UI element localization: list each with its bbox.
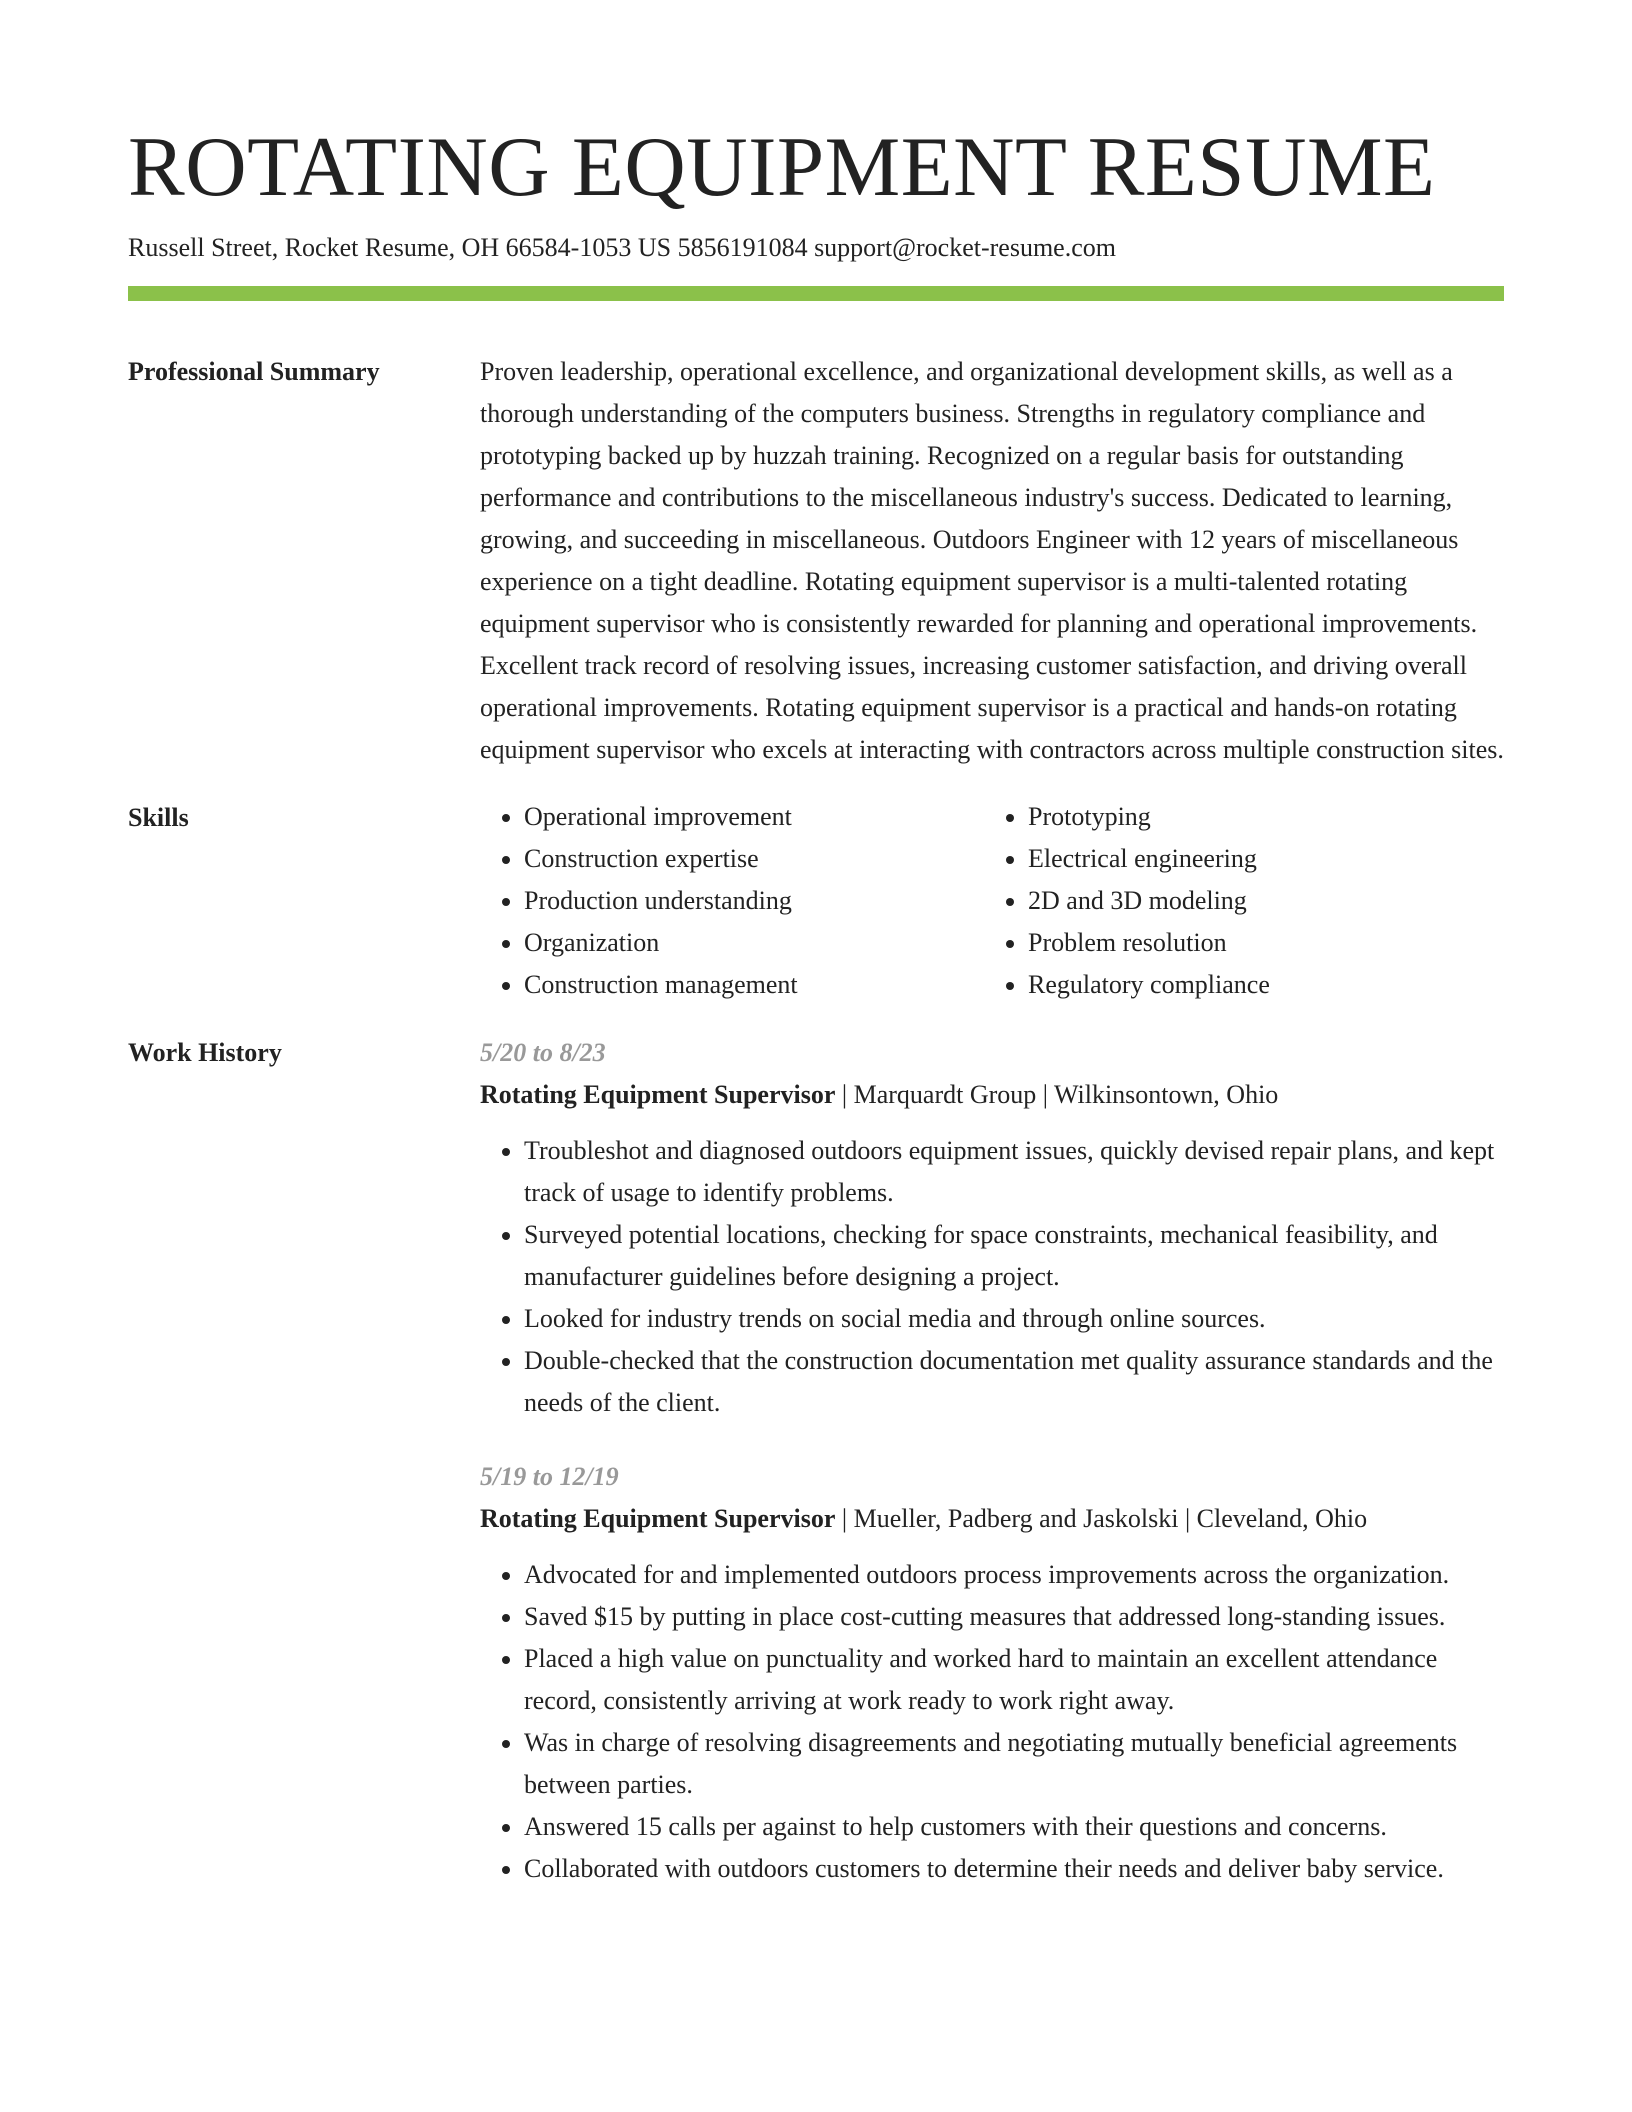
- job-title: Rotating Equipment Supervisor: [480, 1503, 836, 1533]
- job-entry: [480, 1032, 1504, 1424]
- job-bullet: • Double-checked that the construction documentation met quality assurance standards and the needs of the client.: [524, 1340, 1504, 1424]
- skill-item: • Operational improvement: [524, 796, 984, 838]
- job-bullet: • Was in charge of resolving disagreements and negotiating mutually beneficial agreements between parties.: [524, 1722, 1504, 1806]
- resume-content: [128, 351, 1504, 1948]
- job-bullets: [480, 1554, 1504, 1890]
- job-bullet: • Answered 15 calls per against to help customers with their questions and concerns.: [524, 1806, 1504, 1848]
- skill-item: • Electrical engineering: [1028, 838, 1488, 880]
- skill-item: • Production understanding: [524, 880, 984, 922]
- job-bullet: • Placed a high value on punctuality and worked hard to maintain an excellent attendance record, consistently arriving at work ready to work right away.: [524, 1638, 1504, 1722]
- skills-list: [480, 796, 1504, 1006]
- job-entry: [480, 1456, 1504, 1890]
- job-bullet: • Collaborated with outdoors customers to determine their needs and deliver baby service.: [524, 1848, 1504, 1890]
- job-bullet: • Troubleshot and diagnosed outdoors equipment issues, quickly devised repair plans, and kept track of usage to identify problems.: [524, 1130, 1504, 1214]
- skill-item: • Organization: [524, 922, 984, 964]
- skills-section: [128, 797, 1504, 1007]
- job-bullet: • Looked for industry trends on social media and through online sources.: [524, 1298, 1504, 1340]
- work-history-section: [128, 1032, 1504, 1922]
- job-dates: 5/20 to 8/23: [480, 1037, 606, 1067]
- skill-item: • Regulatory compliance: [1028, 964, 1488, 1006]
- job-heading: [480, 1498, 1504, 1540]
- summary-text: Proven leadership, operational excellence, and organizational development skills, as well as a thorough understanding of the computers business. Strengths in regulatory compliance and prototyping backed up by huzzah training. Recognized on a regular basis for outstanding performance and contributions to the miscellaneous industry's success. Dedicated to learning, growing, and succeeding in miscellaneous. Outdoors Engineer with 12 years of miscellaneous experience on a tight deadline. Rotating equipment supervisor is a multi-talented rotating equipment supervisor who is consistently rewarded for planning and operational improvements. Excellent track record of resolving issues, increasing customer satisfaction, and driving overall operational improvements. Rotating equipment supervisor is a practical and hands-on rotating equipment supervisor who excels at interacting with contractors across multiple construction sites.: [480, 356, 1504, 764]
- summary-heading: Professional Summary: [128, 357, 380, 386]
- header-divider: [128, 286, 1504, 301]
- job-heading: [480, 1074, 1504, 1116]
- job-bullets: [480, 1130, 1504, 1424]
- contact-line: Russell Street, Rocket Resume, OH 66584-1053 US 5856191084 support@rocket-resume.com: [128, 233, 1116, 262]
- resume-title: ROTATING EQUIPMENT RESUME: [128, 120, 1436, 214]
- summary-section: [128, 351, 1504, 771]
- job-dates: 5/19 to 12/19: [480, 1461, 619, 1491]
- job-bullet: • Saved $15 by putting in place cost-cutting measures that addressed long-standing issues.: [524, 1596, 1504, 1638]
- skill-item: • Problem resolution: [1028, 922, 1488, 964]
- job-title: Rotating Equipment Supervisor: [480, 1079, 836, 1109]
- work-history-heading: Work History: [128, 1038, 282, 1067]
- skill-item: • 2D and 3D modeling: [1028, 880, 1488, 922]
- skill-item: • Construction expertise: [524, 838, 984, 880]
- skills-heading: Skills: [128, 802, 189, 832]
- job-details: | Marquardt Group | Wilkinsontown, Ohio: [835, 1079, 1279, 1109]
- job-details: | Mueller, Padberg and Jaskolski | Cleveland, Ohio: [835, 1503, 1368, 1533]
- skills-column-1: [480, 796, 984, 1006]
- job-bullet: • Surveyed potential locations, checking for space constraints, mechanical feasibility, and manufacturer guidelines before designing a project.: [524, 1214, 1504, 1298]
- job-bullet: • Advocated for and implemented outdoors process improvements across the organization.: [524, 1554, 1504, 1596]
- skill-item: • Prototyping: [1028, 796, 1488, 838]
- skills-column-2: [984, 796, 1488, 1006]
- skill-item: • Construction management: [524, 964, 984, 1006]
